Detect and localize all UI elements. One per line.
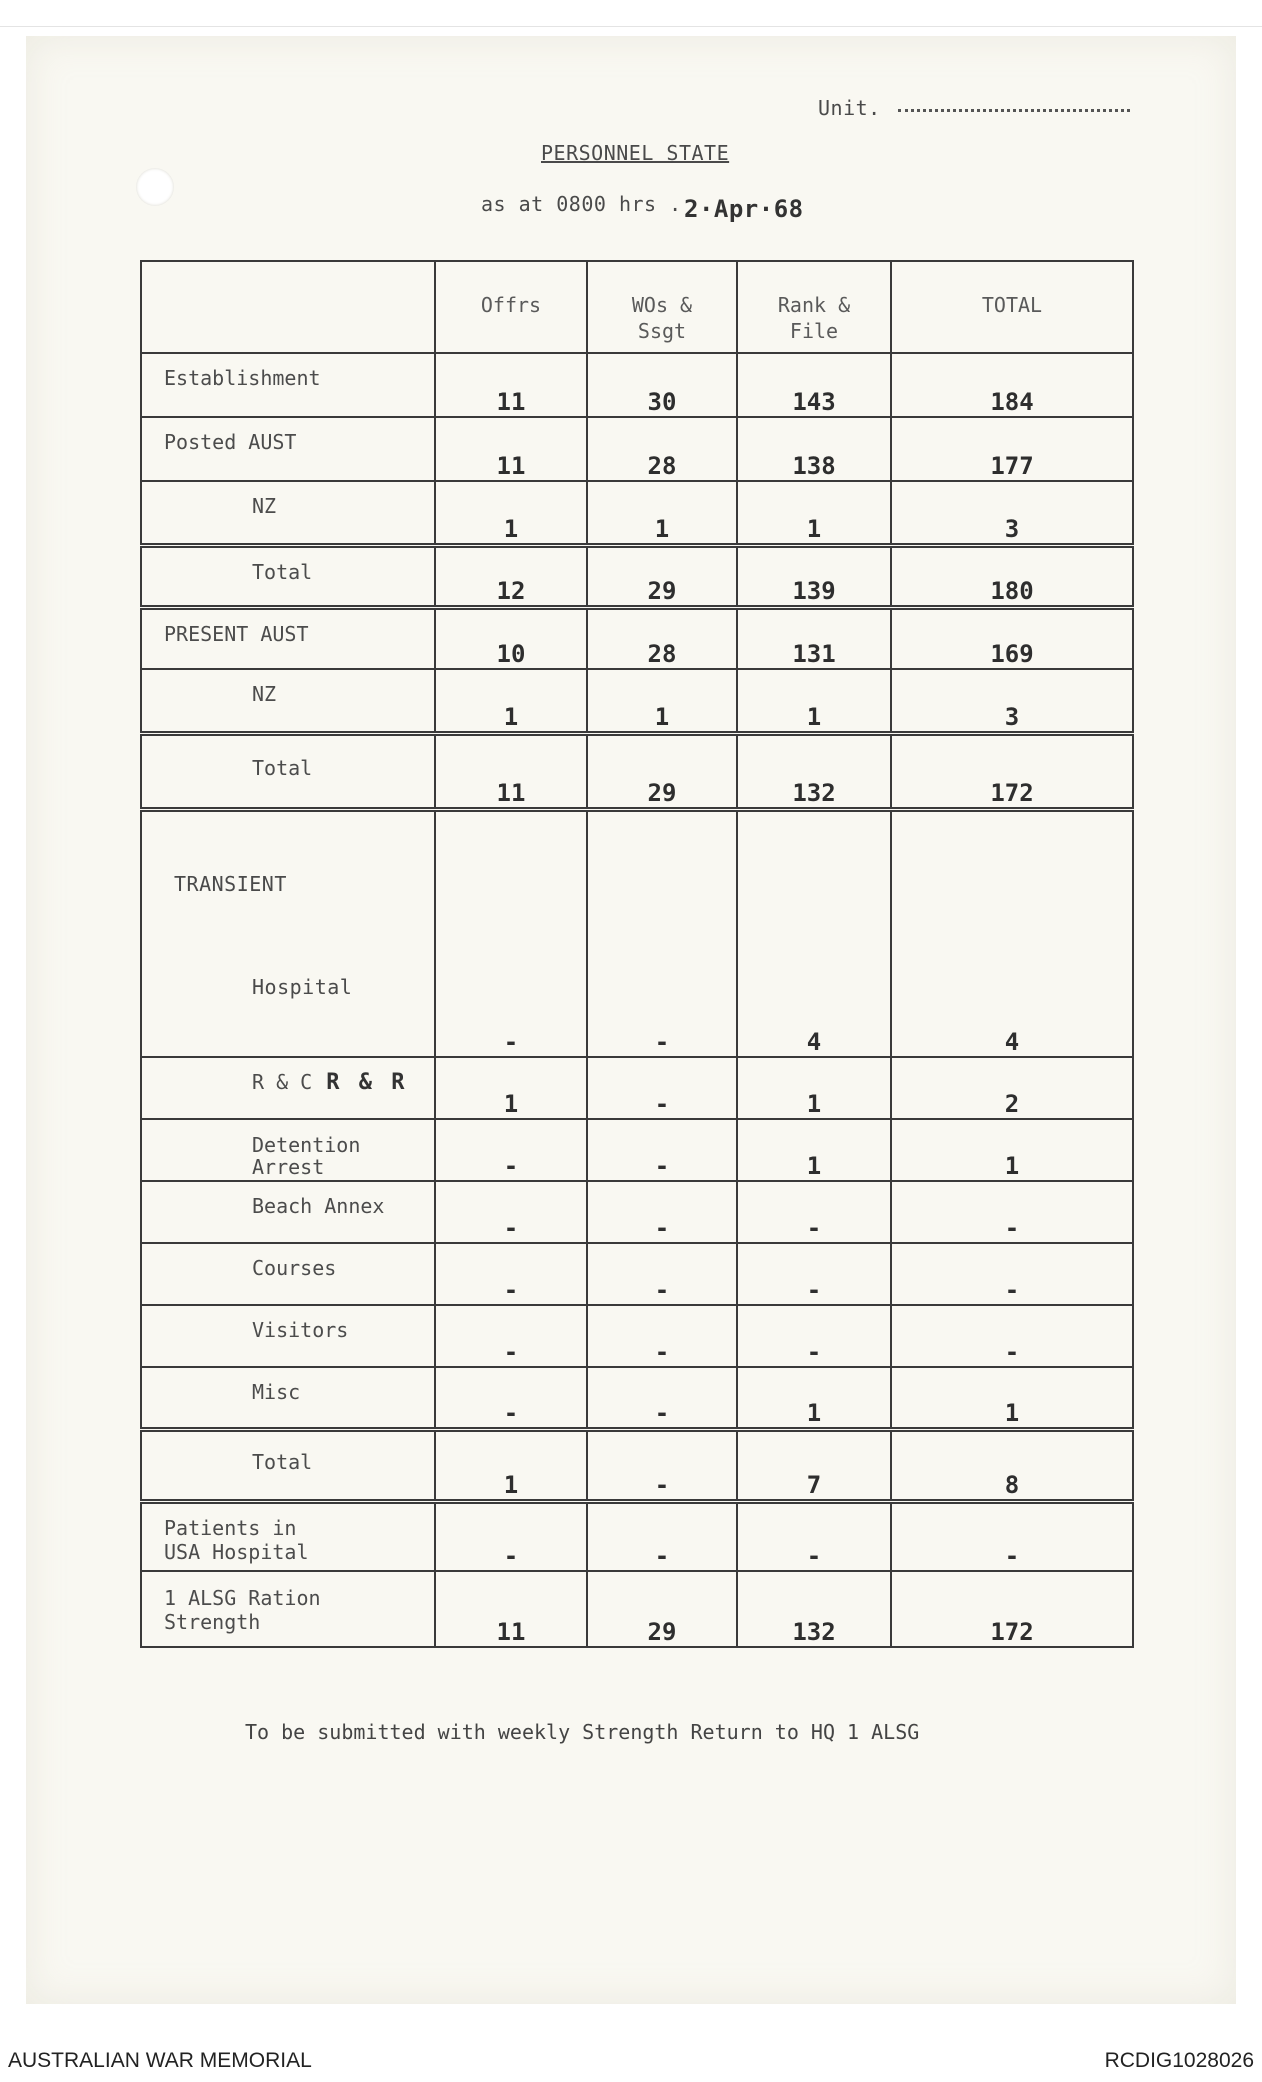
cell-value: 1: [654, 514, 670, 543]
table-row-present-aust: [141, 607, 1133, 669]
cell-value: 139: [792, 576, 836, 605]
table-row-posted-nz: [141, 481, 1133, 545]
table-row-visitors: [141, 1305, 1133, 1367]
cell-value: 2: [1004, 1090, 1020, 1118]
table-row-posted-total: [141, 545, 1133, 607]
cell-value: 1: [1004, 1398, 1020, 1427]
cell-value: 172: [990, 778, 1034, 807]
row-label: Total: [252, 559, 313, 584]
cell-value: -: [503, 1542, 519, 1570]
table-row-present-total: [141, 733, 1133, 809]
cell-value: 132: [792, 1618, 836, 1646]
table-row-transient-hospital: [141, 809, 1133, 1057]
row-label: 1 ALSG Ration Strength: [164, 1586, 321, 1634]
row-label: Misc: [252, 1380, 301, 1404]
cell-value: 1: [806, 1398, 822, 1427]
cell-value: -: [1004, 1338, 1020, 1366]
cell-value: -: [1004, 1276, 1020, 1304]
r-and-c-text: R & C: [252, 1070, 313, 1094]
col-header-offrs: Offrs: [435, 261, 587, 353]
personnel-state-table: [140, 260, 1134, 1648]
cell-value: 4: [806, 1028, 822, 1056]
unit-label: Unit.: [818, 96, 881, 120]
cell-value: 169: [990, 640, 1034, 668]
row-label: Total: [252, 1449, 313, 1474]
archive-id: RCDIG1028026: [1104, 2049, 1254, 2072]
table-row-beach-annex: [141, 1181, 1133, 1243]
unit-field-dots: [898, 99, 1130, 112]
punch-hole: [136, 168, 174, 206]
cell-value: 138: [792, 452, 836, 480]
cell-value: -: [503, 1214, 519, 1242]
row-label: Beach Annex: [252, 1194, 385, 1218]
table-row-courses: [141, 1243, 1133, 1305]
cell-value: 11: [496, 452, 526, 480]
cell-value: 1: [503, 514, 519, 543]
cell-value: -: [503, 1152, 519, 1180]
cell-value: 180: [990, 576, 1034, 605]
col-header-total: TOTAL: [891, 261, 1133, 353]
cell-value: 1: [806, 1152, 822, 1180]
cell-value: -: [654, 1542, 670, 1570]
row-label: Visitors: [252, 1318, 349, 1342]
cell-value: -: [654, 1090, 670, 1118]
cell-value: 184: [990, 388, 1034, 416]
cell-value: 30: [647, 388, 677, 416]
cell-value: 7: [806, 1470, 822, 1499]
cell-value: 1: [806, 702, 822, 731]
row-label: Hospital: [252, 974, 353, 999]
cell-value: 131: [792, 640, 836, 668]
cell-value: 1: [503, 1470, 519, 1499]
r-and-r-stamp: R & R: [326, 1070, 408, 1095]
cell-value: -: [654, 1338, 670, 1366]
cell-value: 132: [792, 778, 836, 807]
cell-value: -: [654, 1214, 670, 1242]
cell-value: 29: [647, 576, 677, 605]
table-row-transient-total: [141, 1429, 1133, 1501]
cell-value: -: [1004, 1214, 1020, 1242]
cell-value: 1: [503, 702, 519, 731]
row-label: Total: [252, 755, 313, 780]
archive-credit: AUSTRALIAN WAR MEMORIAL: [8, 2049, 312, 2072]
cell-value: 1: [503, 1090, 519, 1118]
row-label: [142, 1058, 434, 1095]
table-row-ration-strength: [141, 1571, 1133, 1647]
cell-value: 3: [1004, 702, 1020, 731]
cell-value: -: [503, 1276, 519, 1304]
col-header-wos-ssgt: WOs & Ssgt: [587, 261, 737, 353]
cell-value: -: [806, 1542, 822, 1570]
table-row-r-and-r: [141, 1057, 1133, 1119]
date-stamp: 2·Apr·68: [684, 195, 804, 223]
cell-value: 11: [496, 388, 526, 416]
row-label: NZ: [252, 682, 277, 706]
cell-value: 29: [647, 778, 677, 807]
cell-value: -: [503, 1338, 519, 1366]
cell-value: -: [654, 1028, 670, 1056]
cell-value: -: [1004, 1542, 1020, 1570]
table-row-detention-arrest: [141, 1119, 1133, 1181]
table-row-patients-usa-hospital: [141, 1501, 1133, 1571]
cell-value: 4: [1004, 1028, 1020, 1056]
cell-value: 11: [496, 778, 526, 807]
cell-value: 1: [1004, 1152, 1020, 1180]
cell-value: -: [806, 1276, 822, 1304]
cell-value: 1: [806, 514, 822, 543]
row-label: Courses: [252, 1256, 337, 1280]
cell-value: -: [654, 1398, 670, 1427]
cell-value: 28: [647, 452, 677, 480]
row-label: Establishment: [164, 366, 321, 390]
cell-value: -: [806, 1214, 822, 1242]
as-at-label: as at 0800 hrs .: [481, 192, 682, 216]
cell-value: 28: [647, 640, 677, 668]
cell-value: 29: [647, 1618, 677, 1646]
top-border: [0, 0, 1262, 27]
header-blank-cell: [141, 261, 435, 353]
cell-value: 11: [496, 1618, 526, 1646]
cell-value: -: [654, 1470, 670, 1499]
document-title: PERSONNEL STATE: [541, 141, 730, 165]
col-header-rank-file: Rank & File: [737, 261, 891, 353]
cell-value: 3: [1004, 514, 1020, 543]
row-label: PRESENT AUST: [164, 621, 309, 646]
cell-value: 10: [496, 640, 526, 668]
header-row: [141, 261, 1133, 353]
cell-value: 12: [496, 576, 526, 605]
cell-value: 1: [806, 1090, 822, 1118]
cell-value: -: [806, 1338, 822, 1366]
cell-value: 1: [654, 702, 670, 731]
cell-value: -: [503, 1028, 519, 1056]
row-label: Posted AUST: [164, 430, 297, 454]
section-label-transient: TRANSIENT: [174, 871, 287, 896]
table-row-posted-aust: [141, 417, 1133, 481]
row-label: Detention Arrest: [252, 1133, 361, 1179]
row-label: NZ: [252, 494, 277, 518]
cell-value: -: [654, 1152, 670, 1180]
table-row-establishment: [141, 353, 1133, 417]
cell-value: 143: [792, 388, 836, 416]
row-label: Patients in USA Hospital: [164, 1515, 309, 1564]
cell-value: 177: [990, 452, 1034, 480]
cell-value: -: [503, 1398, 519, 1427]
table-row-present-nz: [141, 669, 1133, 733]
cell-value: 8: [1004, 1470, 1020, 1499]
cell-value: 172: [990, 1618, 1034, 1646]
footnote: To be submitted with weekly Strength Return to HQ 1 ALSG: [245, 1720, 920, 1744]
cell-value: -: [654, 1276, 670, 1304]
table-row-misc: [141, 1367, 1133, 1429]
